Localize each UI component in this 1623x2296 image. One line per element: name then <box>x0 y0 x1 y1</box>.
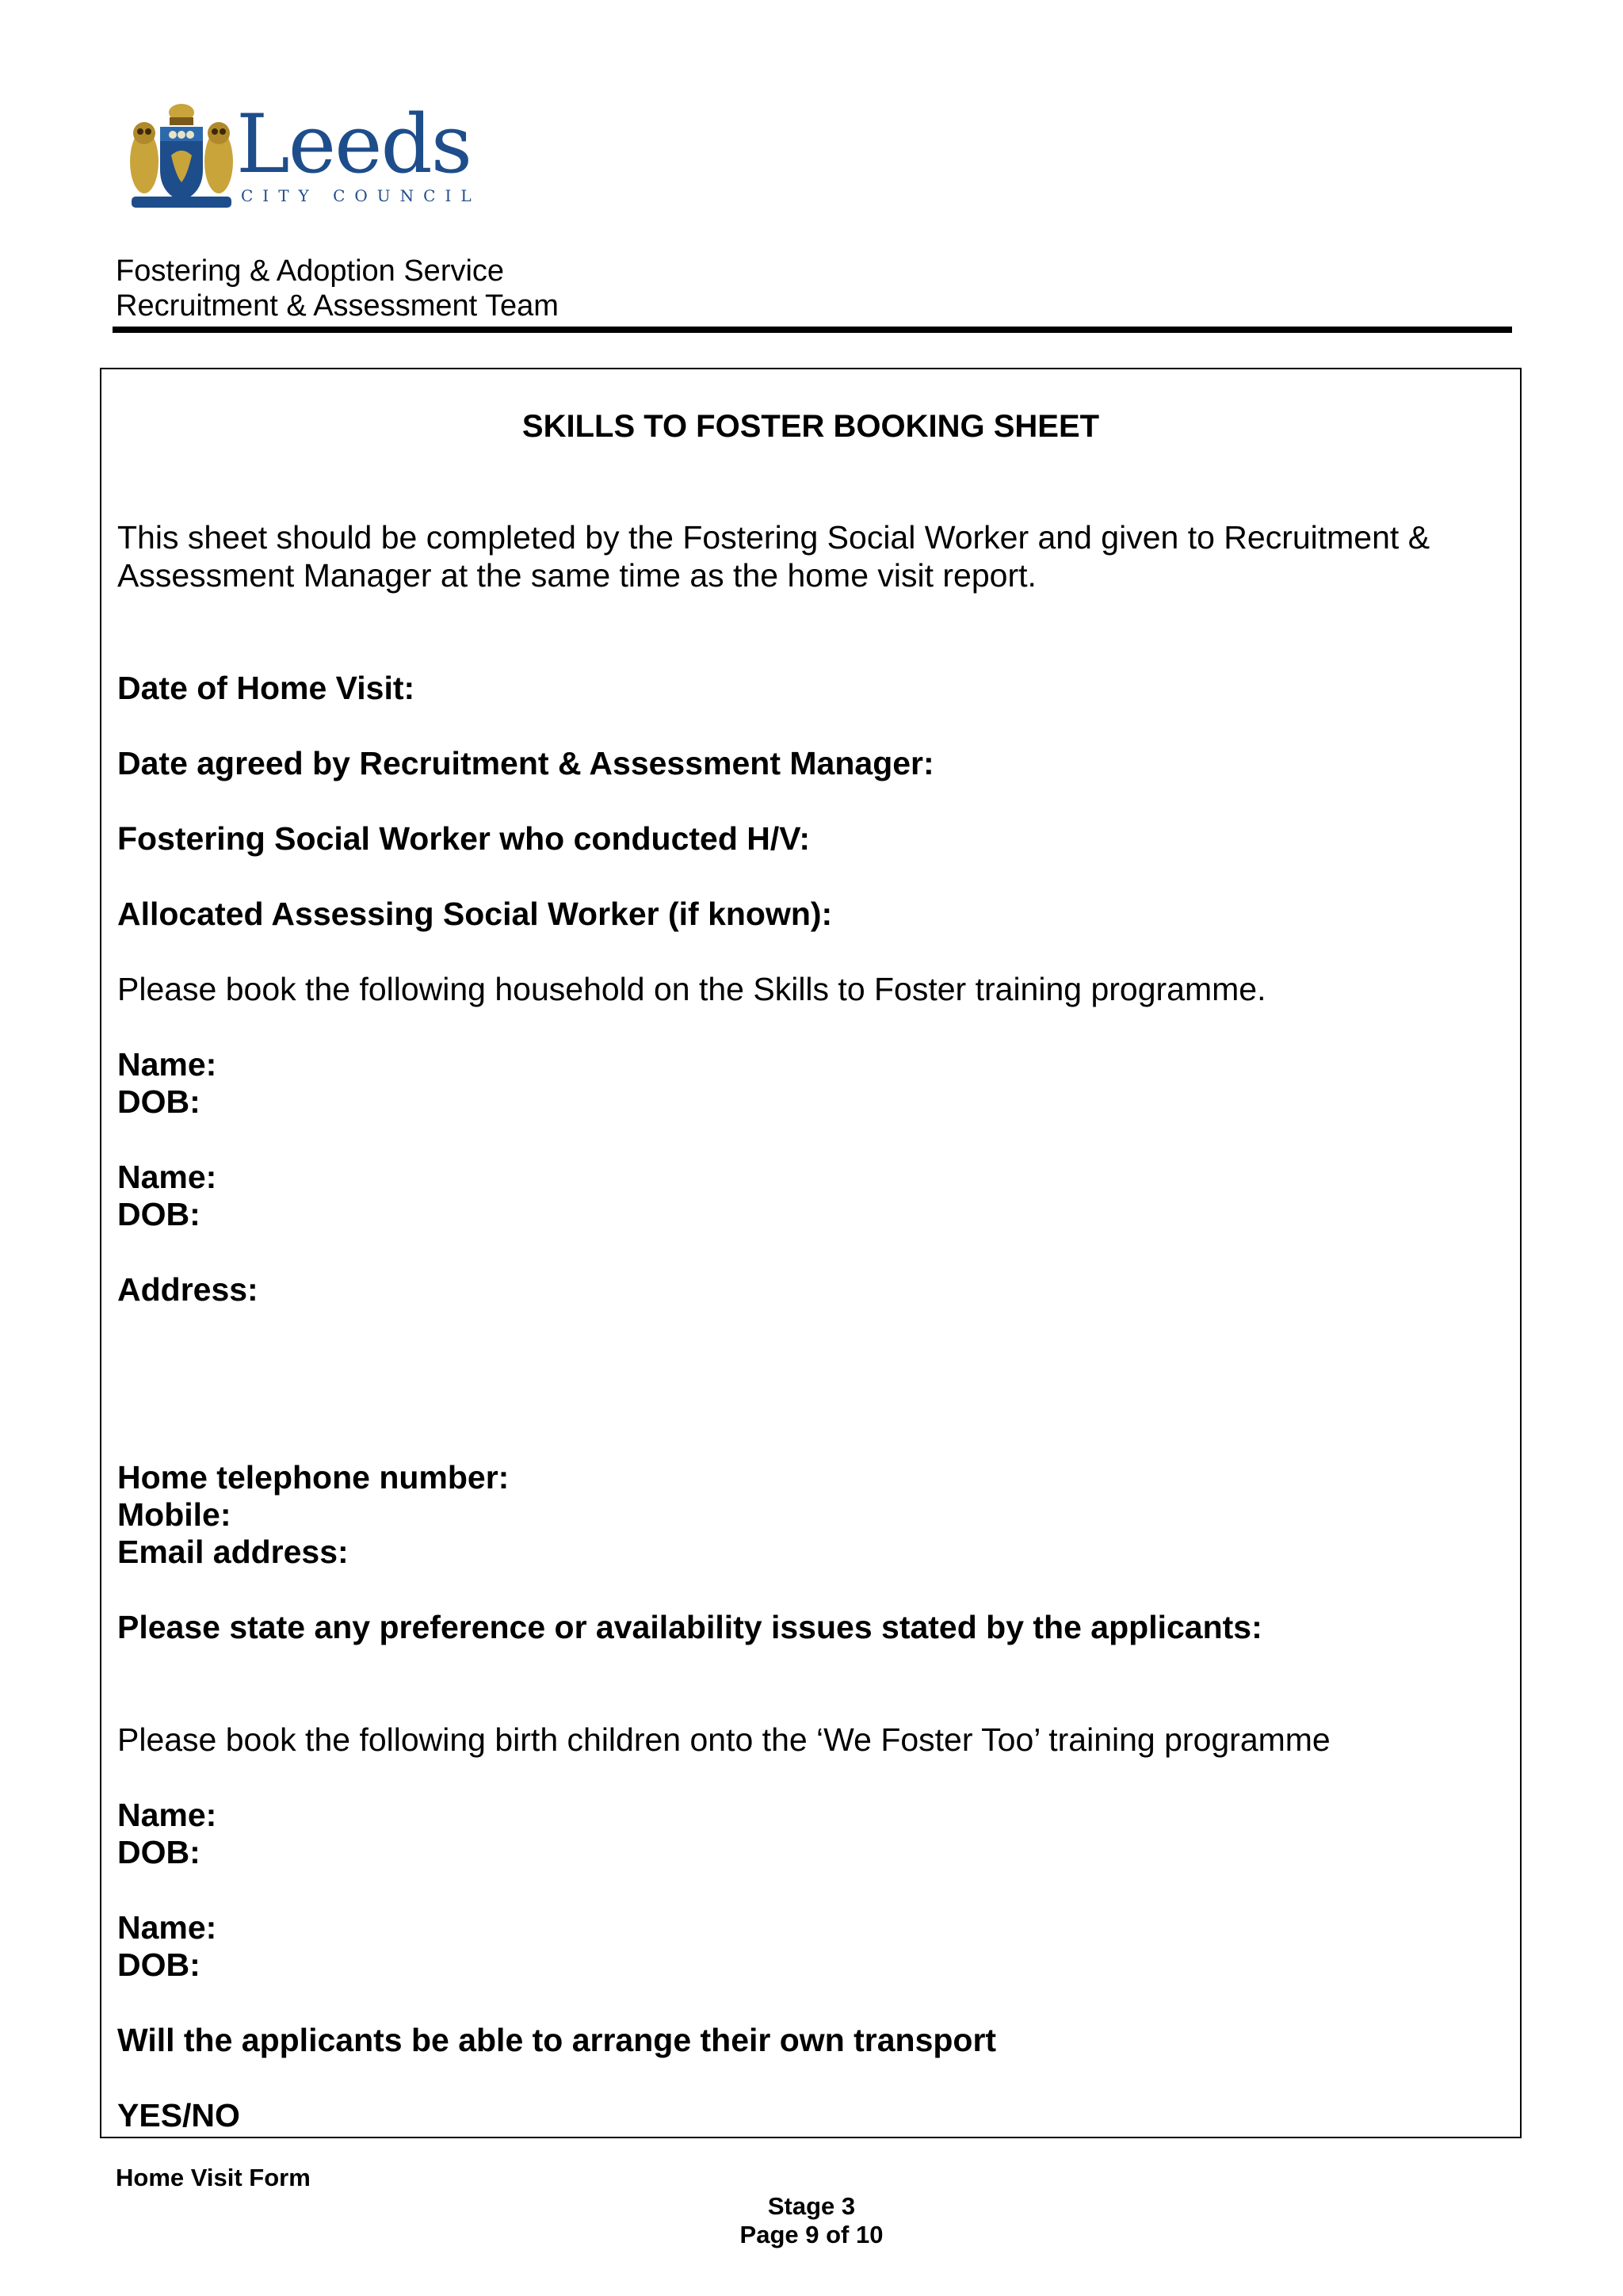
intro-text-line-1: This sheet should be completed by the Fostering Social Worker and given to Recruitment & <box>117 519 1430 556</box>
transport-question: Will the applicants be able to arrange their own transport <box>117 2022 997 2058</box>
footer-page-info <box>653 2192 970 2249</box>
logo-subword: CITY COUNCIL <box>241 186 481 205</box>
footer-page-number: Page 9 of 10 <box>739 2221 884 2248</box>
home-telephone-field[interactable]: Home telephone number: <box>117 1459 510 1496</box>
transport-yes-no-answer[interactable]: YES/NO <box>117 2097 240 2134</box>
preference-availability-field[interactable]: Please state any preference or availability issues stated by the applicants: <box>117 1609 1262 1645</box>
allocated-social-worker-field[interactable]: Allocated Assessing Social Worker (if known): <box>117 896 833 932</box>
applicant-1-dob-field[interactable]: DOB: <box>117 1083 200 1120</box>
coat-of-arms-icon <box>127 100 236 211</box>
applicant-2-dob-field[interactable]: DOB: <box>117 1196 200 1232</box>
booking-sheet-form <box>100 368 1522 2138</box>
mobile-field[interactable]: Mobile: <box>117 1496 231 1533</box>
address-field[interactable]: Address: <box>117 1271 258 1308</box>
footer-form-name: Home Visit Form <box>116 2164 311 2191</box>
birth-children-instruction: Please book the following birth children onto the ‘We Foster Too’ training programme <box>117 1721 1331 1758</box>
form-title: SKILLS TO FOSTER BOOKING SHEET <box>521 409 1100 444</box>
applicant-1-name-field[interactable]: Name: <box>117 1046 217 1083</box>
date-agreed-field[interactable]: Date agreed by Recruitment & Assessment Manager: <box>117 745 934 781</box>
intro-text-line-2: Assessment Manager at the same time as the home visit report. <box>117 557 1037 594</box>
applicant-2-name-field[interactable]: Name: <box>117 1159 217 1195</box>
footer-stage: Stage 3 <box>767 2192 856 2220</box>
logo-wordmark: Leeds <box>236 97 472 192</box>
leeds-city-council-logo <box>127 97 481 211</box>
date-of-home-visit-field[interactable]: Date of Home Visit: <box>117 670 415 706</box>
child-2-name-field[interactable]: Name: <box>117 1909 217 1946</box>
team-name: Recruitment & Assessment Team <box>116 289 559 323</box>
service-name: Fostering & Adoption Service <box>116 254 505 288</box>
child-1-name-field[interactable]: Name: <box>117 1797 217 1833</box>
email-address-field[interactable]: Email address: <box>117 1534 349 1570</box>
child-2-dob-field[interactable]: DOB: <box>117 1946 200 1983</box>
fostering-social-worker-field[interactable]: Fostering Social Worker who conducted H/V: <box>117 820 811 857</box>
organisation-block <box>116 254 559 323</box>
child-1-dob-field[interactable]: DOB: <box>117 1834 200 1870</box>
header-divider <box>113 327 1512 333</box>
household-booking-instruction: Please book the following household on the Skills to Foster training programme. <box>117 971 1266 1007</box>
